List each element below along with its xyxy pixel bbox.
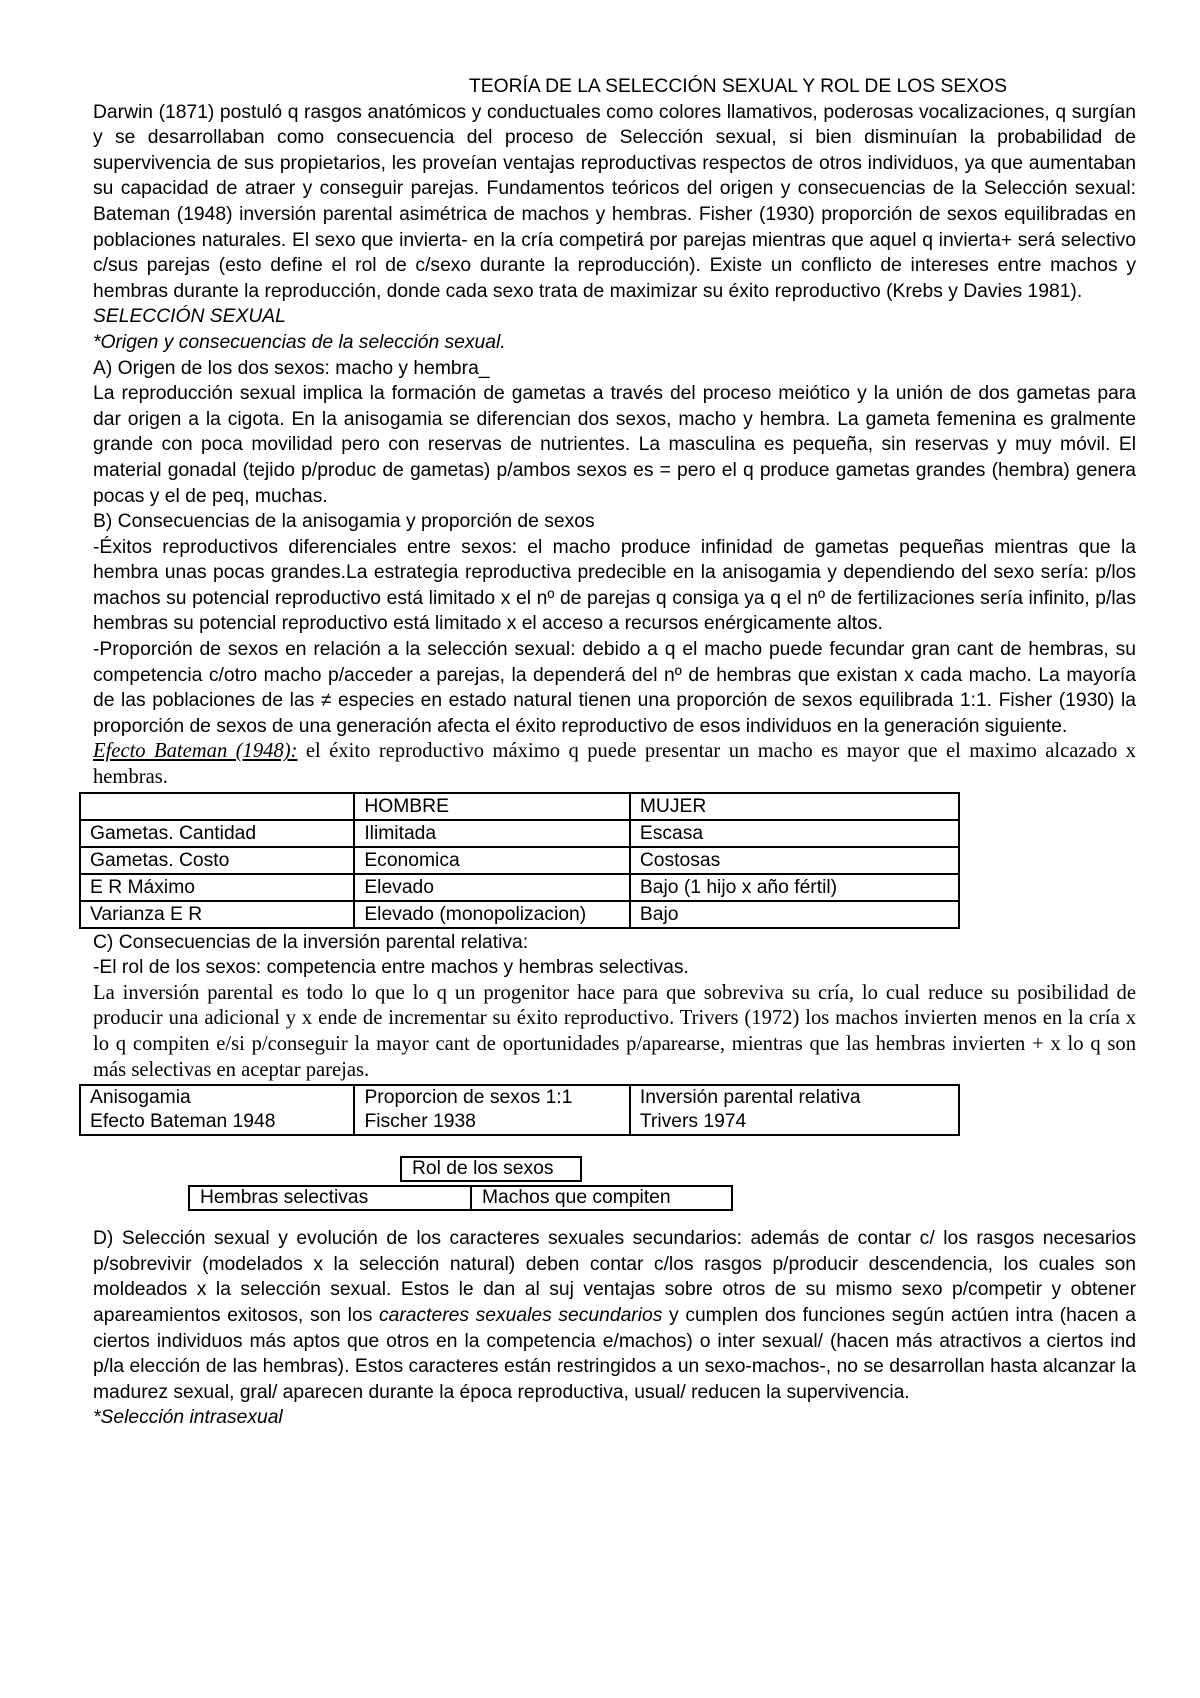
- section-b-text-2: -Proporción de sexos en relación a la selección sexual: debido a q el macho puede fecundar gran cant de hembras, su competencia c/otro macho p/acceder a parejas, la dependerá del nº de hembras que existan x cada macho. La mayoría de las poblaciones de las ≠ especies en estado natural tienen una proporción de sexos equilibrada 1:1. Fisher (1930) la proporción de sexos de una generación afecta el éxito reproductivo de esos individuos en la generación siguiente.: [93, 639, 1136, 737]
- table-row: [80, 820, 959, 847]
- cell-line: Trivers 1974: [639, 1111, 747, 1133]
- section-b-heading: B) Consecuencias de la anisogamia y proporción de sexos: [93, 511, 595, 533]
- table-row: [80, 901, 959, 928]
- rol-title-box: Rol de los sexos: [400, 1156, 582, 1182]
- table-cell: Gametas. Cantidad: [80, 820, 354, 847]
- table-cell: Elevado (monopolizacion): [354, 901, 630, 928]
- table-cell: [630, 1085, 959, 1135]
- section-d-italic: caracteres sexuales secundarios: [378, 1304, 663, 1326]
- table-row: [80, 874, 959, 901]
- section-a-heading: A) Origen de los dos sexos: macho y hembra_: [93, 357, 490, 379]
- section-a-text: La reproducción sexual implica la formación de gametas a través del proceso meiótico y la unión de dos gametas para dar origen a la cigota. En la anisogamia se diferencian dos sexos, macho y hembra. La gameta femenina es gralmente grande con poca movilidad pero con reservas de nutrientes. La masculina es pequeña, sin reservas y muy móvil. El material gonadal (tejido p/produc de gametas) p/ambos sexos es = pero el q produce gametas grandes (hembra) genera pocas y el de peq, muchas.: [93, 383, 1136, 507]
- table-cell: Varianza E R: [80, 901, 354, 928]
- cell-line: Inversión parental relativa: [639, 1087, 861, 1109]
- cell-line: Proporcion de sexos 1:1: [364, 1087, 573, 1109]
- intro-paragraph: Darwin (1871) postuló q rasgos anatómicos y conductuales como colores llamativos, poderosas vocalizaciones, q surgían y se desarrollaban como consecuencia del proceso de Selección sexual, si bien disminuían la probabilidad de supervivencia de sus propietarios, les proveían ventajas reproductivas respectos de otros individuos, ya que aumentaban su capacidad de atraer y conseguir parejas. Fundamentos teóricos del origen y consecuencias de la Selección sexual: Bateman (1948) inversión parental asimétrica de machos y hembras. Fisher (1930) proporción de sexos equilibradas en poblaciones naturales. El sexo que invierta- en la cría competirá por parejas mientras que aquel q invierta+ será selectivo c/sus parejas (esto define el rol de c/sexo durante la reproducción). Existe un conflicto de intereses entre machos y hembras durante la reproducción, donde cada sexo trata de maximizar su éxito reproductivo (Krebs y Davies 1981).: [93, 101, 1136, 302]
- document-title: TEORÍA DE LA SELECCIÓN SEXUAL Y ROL DE LOS SEXOS: [469, 76, 1007, 97]
- final-heading: *Selección intrasexual: [93, 1407, 283, 1429]
- section-c-text: La inversión parental es todo lo que lo q un progenitor hace para que sobreviva su cría, lo cual reduce su posibilidad de producir una adicional y x ende de incrementar su éxito reproductivo. Trivers (1972) los machos invierten menos en la cría x lo q compiten e/si p/conseguir la mayor cant de oportunidades p/aparearse, mientras que las hembras invierten + x lo q son más selectivas en aceptar parejas.: [93, 981, 1136, 1081]
- table-cell: Economica: [354, 847, 630, 874]
- bateman-text: el éxito reproductivo máximo q puede presentar un macho es mayor que el maximo alcazado x hembras.: [93, 740, 1136, 789]
- section-d-part1: D) Selección sexual y evolución de los caracteres sexuales secundarios: además de contar c/ los rasgos necesarios p/sobrevivir (modelados x la selección natural) deben contar c/los rasgos p/producir descendencia, los cuales son moldeados x la selección sexual. Estos le dan al suj ventajas sobre otros de su mismo sexo p/competir y obtener apareamientos exitosos, son los: [93, 1228, 1136, 1326]
- table-row: [80, 1085, 959, 1135]
- table-cell: Gametas. Costo: [80, 847, 354, 874]
- section-c-heading: C) Consecuencias de la inversión parental relativa:: [93, 931, 529, 953]
- bateman-label: Efecto Bateman (1948):: [93, 740, 298, 763]
- rol-diagram: [93, 1156, 1136, 1222]
- table-cell: Ilimitada: [354, 820, 630, 847]
- rol-right-cell: Machos que compiten: [482, 1187, 671, 1209]
- cell-line: Anisogamia: [90, 1087, 191, 1109]
- comparison-table: [79, 792, 960, 929]
- section-d-text: [93, 1226, 1136, 1405]
- rol-options-box: [188, 1185, 733, 1211]
- table-cell: E R Máximo: [80, 874, 354, 901]
- table-cell: [80, 1085, 354, 1135]
- table-row: [80, 847, 959, 874]
- table-cell: Costosas: [630, 847, 959, 874]
- table-cell: Bajo (1 hijo x año fértil): [630, 874, 959, 901]
- cell-line: Fischer 1938: [364, 1111, 476, 1133]
- table-cell: Escasa: [630, 820, 959, 847]
- table-header-cell: MUJER: [630, 793, 959, 820]
- bateman-paragraph: [93, 739, 1136, 790]
- rol-left-cell: Hembras selectivas: [190, 1187, 472, 1209]
- subheading: *Origen y consecuencias de la selección sexual.: [93, 331, 506, 353]
- section-c-line: -El rol de los sexos: competencia entre machos y hembras selectivas.: [93, 957, 689, 979]
- section-b-text-1: -Éxitos reproductivos diferenciales entre sexos: el macho produce infinidad de gametas pequeñas mientras que la hembra unas pocas grandes.La estrategia reproductiva predecible en la anisogamia y dependiendo del sexo sería: p/los machos su potencial reproductivo está limitado x el nº de parejas q consiga ya q el nº de fertilizaciones sería infinito, p/las hembras su potencial reproductivo está limitado x el acceso a recursos enérgicamente altos.: [93, 536, 1136, 635]
- section-heading: SELECCIÓN SEXUAL: [93, 306, 286, 328]
- table-cell: Elevado: [354, 874, 630, 901]
- table-header-row: [80, 793, 959, 820]
- table-cell: Bajo: [630, 901, 959, 928]
- table-header-cell: HOMBRE: [354, 793, 630, 820]
- document-page: [90, 74, 1136, 1431]
- table-cell: [354, 1085, 629, 1135]
- section-d-part2: y cumplen dos funciones según actúen intra (hacen a ciertos individuos más aptos que otros en la competencia e/machos) o inter sexual/ (hacen más atractivos a ciertos ind p/la elección de las hembras). Estos caracteres están restringidos a un sexo-machos-, no se desarrollan hasta alcanzar la madurez sexual, gral/ aparecen durante la época reproductiva, usual/ reducen la supervivencia.: [93, 1304, 1136, 1403]
- table-header-cell: [80, 793, 354, 820]
- theories-table: [79, 1084, 960, 1136]
- cell-line: Efecto Bateman 1948: [90, 1111, 276, 1133]
